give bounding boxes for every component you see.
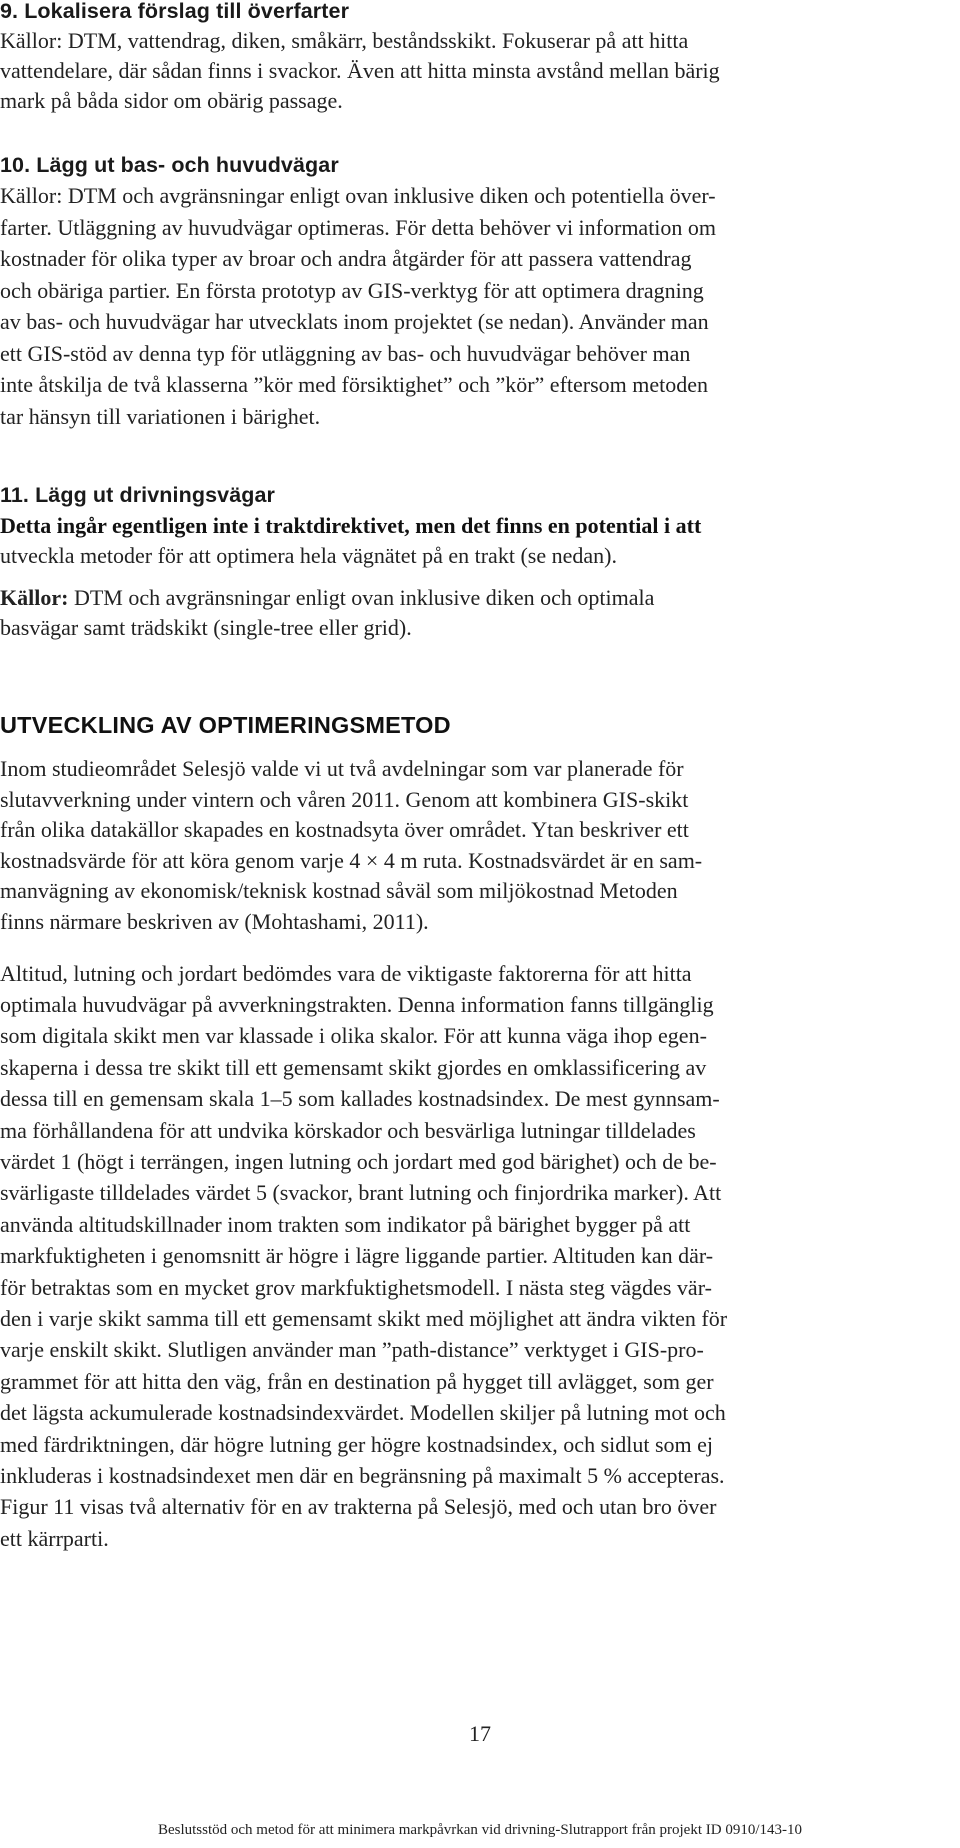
text-line: basvägar samt trädskikt (single-tree eller grid).	[0, 615, 412, 640]
text-line: utveckla metoder för att optimera hela vägnätet på en trakt (se nedan).	[0, 543, 617, 568]
text-line: ett kärrparti.	[0, 1525, 109, 1551]
section-heading: 11. Lägg ut drivningsvägar	[0, 483, 276, 507]
sources-line	[0, 583, 960, 613]
section-heading: 9. Lokalisera förslag till överfarter	[0, 0, 350, 23]
text-line: den i varje skikt samma till ett gemensamt skikt med möjlighet att ändra vikten för	[0, 1306, 728, 1332]
method-section	[0, 710, 960, 1554]
text-line: mark på båda sidor om obärig passage.	[0, 88, 343, 113]
section-10	[0, 150, 960, 432]
text-line: vattendelare, där sådan finns i svackor. Även att hitta minsta avstånd mellan bärig	[0, 58, 720, 83]
text-line: kostnadsvärde för att köra genom varje 4 × 4 m ruta. Kostnadsvärdet är en sam-	[0, 847, 703, 873]
text-line: Figur 11 visas två alternativ för en av trakterna på Selesjö, med och utan bro över	[0, 1494, 717, 1520]
text-line: kostnader för olika typer av broar och andra åtgärder för att passera vattendrag	[0, 246, 692, 271]
text-line: värdet 1 (högt i terrängen, ingen lutning och jordart med god bärighet) och de be-	[0, 1149, 717, 1174]
section-paragraph	[0, 26, 960, 116]
method-paragraph-1	[0, 754, 960, 938]
text-line: som digitala skikt men var klassade i olika skalor. För att kunna väga ihop egen-	[0, 1023, 707, 1049]
text-line: inkluderas i kostnadsindexet men där en begränsning på maximalt 5 % accepteras.	[0, 1463, 725, 1489]
text-line: slutavverkning under vintern och våren 2011. Genom att kombinera GIS-skikt	[0, 786, 689, 812]
text-line: av bas- och huvudvägar har utvecklats inom projektet (se nedan). Använder man	[0, 309, 709, 334]
text-line: svärligaste tilldelades värdet 5 (svackor, brant lutning och finjordrika marker). Att	[0, 1180, 722, 1206]
text-line: använda altitudskillnader inom trakten som indikator på bärighet bygger på att	[0, 1211, 691, 1237]
text-line: ett GIS-stöd av denna typ för utläggning av bas- och huvudvägar behöver man	[0, 340, 691, 366]
text-line: med färdriktningen, där högre lutning ger högre kostnadsindex, och sidlut som ej	[0, 1431, 714, 1457]
section-paragraph	[0, 180, 960, 432]
text-line: och obäriga partier. En första prototyp av GIS-verktyg för att optimera dragning	[0, 277, 704, 303]
text-line: farter. Utläggning av huvudvägar optimeras. För detta behöver vi information om	[0, 214, 717, 240]
text-line: skaperna i dessa tre skikt till ett gemensamt skikt gjordes en omklassificering av	[0, 1054, 707, 1080]
section-11	[0, 480, 960, 643]
text-line: manvägning av ekonomisk/teknisk kostnad såväl som miljökostnad Metoden	[0, 878, 678, 904]
text-line: markfuktigheten i genomsnitt är högre i lägre liggande partier. Altituden kan där-	[0, 1243, 714, 1269]
method-paragraph-2	[0, 958, 960, 1555]
text-line: tar hänsyn till variationen i bärighet.	[0, 403, 321, 429]
section-heading: 10. Lägg ut bas- och huvudvägar	[0, 153, 339, 177]
text-line: det lägsta ackumulerade kostnadsindexvärdet. Modellen skiljer på lutning mot och	[0, 1400, 726, 1426]
sources-label: Källor:	[0, 585, 69, 610]
text-line: dessa till en gemensam skala 1–5 som kallades kostnadsindex. De mest gynnsam-	[0, 1086, 720, 1112]
section-9	[0, 0, 960, 116]
text-line: Källor: DTM, vattendrag, diken, småkärr, beståndsskikt. Fokuserar på att hitta	[0, 28, 689, 53]
text-line: finns närmare beskriven av (Mohtashami, 2011).	[0, 908, 429, 934]
page-number: 17	[469, 1721, 491, 1746]
text-line: Altitud, lutning och jordart bedömdes vara de viktigaste faktorerna för att hitta	[0, 960, 692, 986]
page-footer: Beslutsstöd och metod för att minimera markpåvrkan vid drivning-Slutrapport från projekt ID 0910/143-10	[157, 1822, 803, 1838]
text-line: grammet för att hitta den väg, från en destination på hygget till avlägget, som ger	[0, 1368, 714, 1394]
text-line: Inom studieområdet Selesjö valde vi ut två avdelningar som var planerade för	[0, 756, 684, 781]
text-line: inte åtskilja de två klasserna ”kör med försiktighet” och ”kör” eftersom metoden	[0, 372, 709, 397]
major-heading: UTVECKLING AV OPTIMERINGSMETOD	[0, 712, 451, 738]
text-line: varje enskilt skikt. Slutligen använder man ”path-distance” verktyget i GIS-pro-	[0, 1337, 704, 1363]
text-line: optimala huvudvägar på avverkningstrakten. Denna information fanns tillgänglig	[0, 991, 714, 1017]
text-line: från olika datakällor skapades en kostnadsyta över området. Ytan beskriver ett	[0, 817, 689, 843]
text-line: Källor: DTM och avgränsningar enligt ovan inklusive diken och potentiella över-	[0, 183, 716, 208]
text-line: ma förhållandena för att undvika körskador och besvärliga lutningar tilldelades	[0, 1117, 696, 1143]
emphasis-line: Detta ingår egentligen inte i traktdirektivet, men det finns en potential i att	[0, 513, 702, 538]
text-line: för betraktas som en mycket grov markfuktighetsmodell. I nästa steg vägdes vär-	[0, 1274, 712, 1300]
sources-text: DTM och avgränsningar enligt ovan inklusive diken och optimala	[68, 585, 655, 610]
